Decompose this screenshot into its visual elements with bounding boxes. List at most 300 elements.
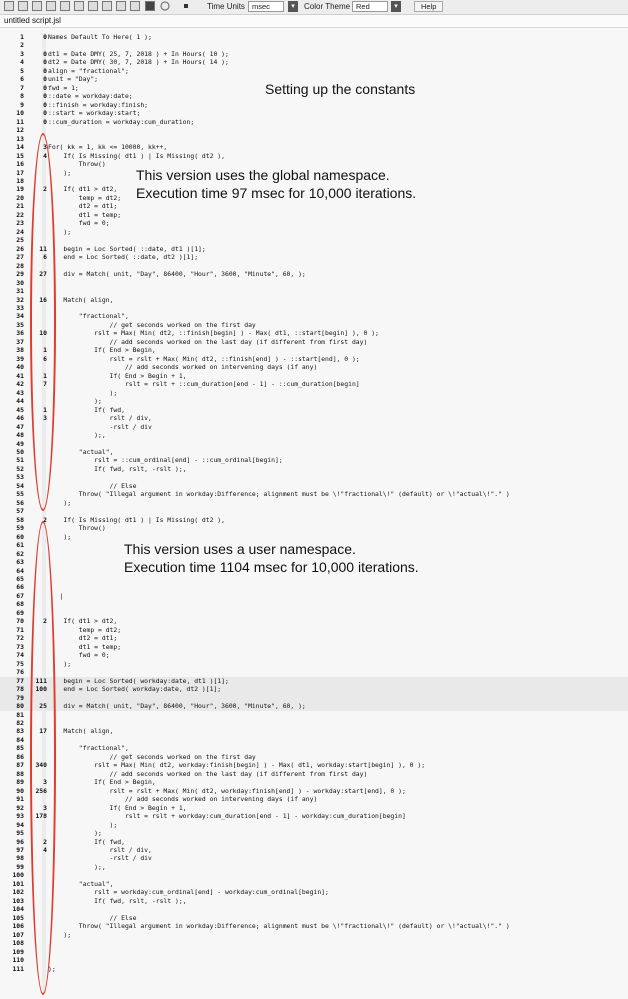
code-text: ::start = workday:start; (48, 109, 141, 118)
code-line[interactable] (0, 355, 628, 363)
code-line[interactable] (0, 753, 628, 761)
line-number: 37 (16, 337, 24, 346)
line-number: 95 (16, 829, 24, 838)
code-line[interactable] (0, 202, 628, 210)
code-line[interactable] (0, 770, 628, 778)
code-line[interactable] (0, 685, 628, 693)
code-text: dt1 = temp; (48, 642, 122, 651)
execution-count: 2 (43, 617, 47, 626)
annotation-global-namespace: This version uses the global namespace. (136, 167, 390, 183)
line-number: 28 (16, 261, 24, 270)
code-line[interactable] (0, 600, 628, 608)
line-number: 76 (16, 668, 24, 677)
code-text: "fractional", (48, 312, 129, 321)
code-text: temp = dt2; (48, 625, 122, 634)
annotation-user-time: Execution time 1104 msec for 10,000 iterations. (124, 559, 419, 575)
code-text: If( dt1 > dt2, (48, 617, 118, 626)
code-text: rslt = Max( Min( dt2, workday:finish[begin] ) - Max( dt1, workday:start[begin] ), 0 ); (48, 761, 426, 770)
line-number: 63 (16, 558, 24, 567)
line-number: 83 (16, 727, 24, 736)
color-theme-dropdown-icon[interactable]: ▾ (391, 1, 401, 12)
code-line[interactable] (0, 33, 628, 41)
code-line[interactable] (0, 67, 628, 75)
code-line[interactable] (0, 804, 628, 812)
toolbar-icon-10[interactable] (130, 1, 140, 11)
code-line[interactable] (0, 440, 628, 448)
code-line[interactable] (0, 101, 628, 109)
execution-count: 0 (43, 92, 47, 101)
code-line[interactable] (0, 329, 628, 337)
code-text: For( kk = 1, kk <= 10000, kk++, (48, 143, 168, 152)
annotation-global-time: Execution time 97 msec for 10,000 iterations. (136, 185, 417, 201)
line-number: 25 (16, 236, 24, 245)
code-line[interactable] (0, 41, 628, 49)
code-line[interactable] (0, 888, 628, 896)
code-text: ); (48, 532, 72, 541)
line-number: 65 (16, 575, 24, 583)
code-line[interactable] (0, 931, 628, 939)
line-number: 56 (16, 498, 24, 507)
code-text: ); (48, 930, 72, 939)
line-number: 1 (20, 33, 24, 41)
line-number: 100 (12, 871, 24, 880)
toolbar-icon-3[interactable] (32, 1, 42, 11)
code-line[interactable] (0, 617, 628, 625)
toolbar-icon-1[interactable] (4, 1, 14, 11)
code-text: dt2 = dt1; (48, 202, 118, 211)
code-line[interactable] (0, 965, 628, 973)
line-number: 18 (16, 176, 24, 185)
line-number: 27 (16, 253, 24, 262)
code-text: begin = Loc Sorted( ::date, dt1 )[1]; (48, 244, 206, 253)
code-line[interactable] (0, 736, 628, 744)
code-text: dt2 = dt1; (48, 634, 118, 643)
code-line[interactable] (0, 643, 628, 651)
line-number: 8 (20, 92, 24, 101)
line-number: 86 (16, 752, 24, 761)
code-line[interactable] (0, 109, 628, 117)
execution-count: 1 (43, 346, 47, 355)
line-number: 88 (16, 769, 24, 778)
code-text: Match( align, (48, 727, 114, 736)
toolbar-icon-7[interactable] (88, 1, 98, 11)
code-line[interactable] (0, 253, 628, 261)
tab-strip (0, 15, 628, 28)
line-number: 5 (20, 66, 24, 75)
code-text: Names Default To Here( 1 ); (48, 33, 152, 41)
line-number: 50 (16, 447, 24, 456)
code-line[interactable] (0, 948, 628, 956)
code-text: rslt = rslt + workday:cum_duration[end - 1] - workday:cum_duration[begin] (48, 812, 406, 821)
line-number: 46 (16, 414, 24, 423)
code-text: Match( align, (48, 295, 114, 304)
code-line[interactable] (0, 956, 628, 964)
refresh-icon[interactable] (159, 0, 171, 11)
line-number: 13 (16, 134, 24, 143)
line-number: 108 (12, 939, 24, 948)
execution-count: 3 (43, 803, 47, 812)
execution-count: 25 (39, 702, 47, 711)
code-text: -rslt / div (48, 854, 152, 863)
code-line[interactable] (0, 118, 628, 126)
code-line[interactable] (0, 626, 628, 634)
code-line[interactable] (0, 236, 628, 244)
code-line[interactable] (0, 914, 628, 922)
code-text: If( fwd, rslt, -rslt );, (48, 896, 187, 905)
line-number: 19 (16, 185, 24, 194)
line-number: 104 (12, 905, 24, 914)
execution-count: 0 (43, 117, 47, 126)
code-text: ::cum_duration = workday:cum_duration; (48, 117, 195, 126)
code-line[interactable] (0, 524, 628, 532)
code-line[interactable] (0, 262, 628, 270)
code-line[interactable] (0, 448, 628, 456)
code-text: Throw( "Illegal argument in workday:Difference; alignment must be \!"fractional\!" (default) or \!"actual\!"." ) (48, 490, 510, 499)
tab-script-file[interactable]: untitled script.jsl (4, 16, 61, 25)
code-line[interactable] (0, 380, 628, 388)
line-number: 87 (16, 761, 24, 770)
execution-count: 2 (43, 515, 47, 524)
save-icon[interactable] (145, 1, 155, 11)
code-line[interactable] (0, 516, 628, 524)
line-number: 41 (16, 371, 24, 380)
line-number: 12 (16, 126, 24, 135)
toolbar-icon-4[interactable] (46, 1, 56, 11)
code-line[interactable] (0, 575, 628, 583)
execution-count: 3 (43, 143, 47, 152)
code-line[interactable] (0, 922, 628, 930)
code-text: If( End > Begin + 1, (48, 803, 187, 812)
code-line[interactable] (0, 312, 628, 320)
code-text: temp = dt2; (48, 193, 122, 202)
code-line[interactable] (0, 795, 628, 803)
execution-count: 0 (43, 75, 47, 84)
time-units-label: Time Units (207, 2, 245, 11)
line-number: 97 (16, 846, 24, 854)
line-number: 70 (16, 617, 24, 626)
code-text: If( Is Missing( dt1 ) | Is Missing( dt2 ), (48, 151, 225, 160)
code-line[interactable] (0, 58, 628, 66)
code-text: fwd = 0; (48, 219, 110, 228)
execution-count: 3 (43, 414, 47, 423)
line-number: 15 (16, 151, 24, 160)
code-line[interactable] (0, 871, 628, 879)
line-number: 21 (16, 202, 24, 211)
code-line[interactable] (0, 490, 628, 498)
line-number: 35 (16, 320, 24, 329)
code-line[interactable] (0, 499, 628, 507)
line-number: 71 (16, 625, 24, 634)
code-text: // add seconds worked on intervening days (if any) (48, 795, 318, 804)
line-number: 98 (16, 854, 24, 863)
execution-count: 0 (43, 49, 47, 58)
code-text: end = Loc Sorted( workday:date, dt2 )[1]; (48, 685, 222, 694)
code-line[interactable] (0, 245, 628, 253)
code-text: "actual", (48, 879, 114, 888)
help-button[interactable]: Help (414, 1, 443, 12)
line-number: 16 (16, 160, 24, 169)
code-line[interactable] (0, 744, 628, 752)
code-line[interactable] (0, 778, 628, 786)
code-text: Throw() (48, 160, 106, 169)
code-line[interactable] (0, 135, 628, 143)
line-number: 31 (16, 287, 24, 296)
code-line[interactable] (0, 287, 628, 295)
execution-count: 100 (35, 685, 47, 694)
code-line[interactable] (0, 668, 628, 676)
execution-count: 3 (43, 778, 47, 787)
line-number: 34 (16, 312, 24, 321)
code-text: div = Match( unit, "Day", 86400, "Hour", 3600, "Minute", 60, ); (48, 270, 306, 279)
code-line[interactable] (0, 414, 628, 422)
code-line[interactable] (0, 279, 628, 287)
code-line[interactable] (0, 270, 628, 278)
code-line[interactable] (0, 821, 628, 829)
line-number: 22 (16, 210, 24, 219)
toolbar-icon-5[interactable] (60, 1, 70, 11)
line-number: 99 (16, 862, 24, 871)
code-line[interactable] (0, 609, 628, 617)
code-text: rslt = ::cum_ordinal[end] - ::cum_ordinal[begin]; (48, 456, 283, 465)
line-number: 38 (16, 346, 24, 355)
code-text: dt1 = temp; (48, 210, 122, 219)
code-text: rslt / div, (48, 846, 152, 854)
code-line[interactable] (0, 846, 628, 854)
code-text: If( dt1 > dt2, (48, 185, 118, 194)
code-line[interactable] (0, 296, 628, 304)
code-line[interactable] (0, 126, 628, 134)
code-line[interactable] (0, 711, 628, 719)
code-text: // add seconds worked on the last day (if different from first day) (48, 337, 368, 346)
code-line[interactable] (0, 727, 628, 735)
code-text: ); (48, 964, 56, 973)
line-number: 2 (20, 41, 24, 50)
line-number: 90 (16, 786, 24, 795)
code-line[interactable] (0, 838, 628, 846)
time-units-select[interactable]: msec (248, 1, 284, 12)
toolbar-icon-9[interactable] (116, 1, 126, 11)
line-number: 69 (16, 608, 24, 617)
line-number: 4 (20, 58, 24, 67)
code-text: dt2 = Date DMY( 30, 7, 2018 ) + In Hours( 14 ); (48, 58, 229, 67)
code-line[interactable] (0, 583, 628, 591)
code-line[interactable] (0, 592, 628, 600)
code-line[interactable] (0, 863, 628, 871)
code-text: ); (48, 388, 118, 397)
execution-count: 0 (43, 83, 47, 92)
execution-count: 4 (43, 151, 47, 160)
code-line[interactable] (0, 304, 628, 312)
code-text: // Else (48, 481, 137, 490)
line-number: 73 (16, 642, 24, 651)
code-line[interactable] (0, 719, 628, 727)
line-number: 54 (16, 481, 24, 490)
line-number: 23 (16, 219, 24, 228)
line-number: 92 (16, 803, 24, 812)
line-number: 96 (16, 837, 24, 846)
code-line[interactable] (0, 880, 628, 888)
code-line[interactable] (0, 702, 628, 710)
line-number: 51 (16, 456, 24, 465)
annotation-user-namespace: This version uses a user namespace. (124, 541, 356, 557)
code-line[interactable] (0, 389, 628, 397)
code-text: "actual", (48, 447, 114, 456)
code-line[interactable] (0, 787, 628, 795)
code-text: rslt = rslt + Max( Min( dt2, ::finish[end] ) - ::start[end], 0 ); (48, 354, 360, 363)
code-line[interactable] (0, 228, 628, 236)
execution-count: 27 (39, 270, 47, 279)
line-number: 109 (12, 947, 24, 956)
line-number: 91 (16, 795, 24, 804)
code-text: fwd = 0; (48, 651, 110, 660)
code-line[interactable] (0, 829, 628, 837)
code-line[interactable] (0, 431, 628, 439)
code-line[interactable] (0, 854, 628, 862)
line-number: 17 (16, 168, 24, 177)
line-number: 82 (16, 718, 24, 727)
code-line[interactable] (0, 651, 628, 659)
line-number: 6 (20, 75, 24, 84)
line-number: 29 (16, 270, 24, 279)
toolbar-icon-6[interactable] (74, 1, 84, 11)
code-line[interactable] (0, 939, 628, 947)
code-line[interactable] (0, 321, 628, 329)
line-number: 43 (16, 388, 24, 397)
line-number: 36 (16, 329, 24, 338)
code-text: Throw() (48, 524, 106, 533)
code-line[interactable] (0, 660, 628, 668)
code-line[interactable] (0, 761, 628, 769)
code-line[interactable] (0, 423, 628, 431)
code-line[interactable] (0, 406, 628, 414)
execution-count: 256 (35, 786, 47, 795)
line-number: 107 (12, 930, 24, 939)
code-text: );, (48, 431, 106, 440)
line-number: 79 (16, 693, 24, 702)
line-number: 75 (16, 659, 24, 668)
code-text: // get seconds worked on the first day (48, 752, 256, 761)
toolbar-icon-8[interactable] (102, 1, 112, 11)
code-text: If( End > Begin, (48, 778, 156, 787)
line-number: 49 (16, 439, 24, 448)
code-line[interactable] (0, 694, 628, 702)
code-line[interactable] (0, 465, 628, 473)
code-line[interactable] (0, 812, 628, 820)
execution-count: 6 (43, 354, 47, 363)
code-text: "fractional", (48, 744, 129, 753)
code-text: Throw( "Illegal argument in workday:Difference; alignment must be \!"fractional\!" (default) or \!"actual\!"." ) (48, 922, 510, 931)
code-line[interactable] (0, 507, 628, 515)
code-line[interactable] (0, 482, 628, 490)
code-text: // add seconds worked on intervening days (if any) (48, 363, 318, 372)
code-line[interactable] (0, 897, 628, 905)
color-theme-select[interactable]: Red (352, 1, 388, 12)
execution-count: 0 (43, 58, 47, 67)
code-text: ); (48, 659, 72, 668)
line-number: 3 (20, 49, 24, 58)
line-number: 102 (12, 888, 24, 897)
code-line[interactable] (0, 677, 628, 685)
line-number: 61 (16, 541, 24, 550)
code-text: rslt = rslt + ::cum_duration[end - 1] - ::cum_duration[begin] (48, 380, 360, 389)
execution-count: 6 (43, 253, 47, 262)
line-number: 72 (16, 634, 24, 643)
execution-count: 1 (43, 371, 47, 380)
line-number: 14 (16, 143, 24, 152)
line-number: 45 (16, 405, 24, 414)
code-text: // add seconds worked on the last day (if different from first day) (48, 769, 368, 778)
line-number: 33 (16, 304, 24, 312)
line-number: 9 (20, 100, 24, 109)
time-units-dropdown-icon[interactable]: ▾ (288, 1, 298, 12)
execution-count: 4 (43, 846, 47, 854)
code-text: fwd = 1; (48, 83, 79, 92)
execution-count: 340 (35, 761, 47, 770)
code-line[interactable] (0, 143, 628, 151)
line-number: 59 (16, 524, 24, 533)
code-line[interactable] (0, 634, 628, 642)
line-number: 39 (16, 354, 24, 363)
line-number: 84 (16, 735, 24, 744)
code-line[interactable] (0, 456, 628, 464)
code-line[interactable] (0, 372, 628, 380)
code-text: rslt = Max( Min( dt2, ::finish[begin] ) - Max( dt1, ::start[begin] ), 0 ); (48, 329, 379, 338)
code-text: dt1 = Date DMY( 25, 7, 2018 ) + In Hours( 10 ); (48, 49, 229, 58)
code-text: If( End > Begin + 1, (48, 371, 187, 380)
code-line[interactable] (0, 473, 628, 481)
code-line[interactable] (0, 905, 628, 913)
line-number: 24 (16, 227, 24, 236)
line-number: 81 (16, 710, 24, 719)
code-text: If( Is Missing( dt1 ) | Is Missing( dt2 ), (48, 515, 225, 524)
line-number: 48 (16, 431, 24, 440)
line-number: 44 (16, 397, 24, 406)
toolbar-icon-2[interactable] (18, 1, 28, 11)
code-line[interactable] (0, 397, 628, 405)
execution-count: 0 (43, 33, 47, 41)
code-text: end = Loc Sorted( ::date, dt2 )[1]; (48, 253, 199, 262)
line-number: 103 (12, 896, 24, 905)
code-text: ); (48, 227, 72, 236)
code-text: If( End > Begin, (48, 346, 156, 355)
code-line[interactable] (0, 152, 628, 160)
color-theme-label: Color Theme (304, 2, 351, 11)
line-number: 32 (16, 295, 24, 304)
line-number: 89 (16, 778, 24, 787)
code-line[interactable] (0, 338, 628, 346)
line-number: 57 (16, 507, 24, 516)
square-bullet-icon (183, 1, 189, 12)
code-text: If( fwd, rslt, -rslt );, (48, 464, 187, 473)
line-number: 85 (16, 744, 24, 753)
execution-count: 17 (39, 727, 47, 736)
line-number: 20 (16, 193, 24, 202)
code-line[interactable] (0, 346, 628, 354)
code-line[interactable] (0, 50, 628, 58)
code-text: ::finish = workday:finish; (48, 100, 149, 109)
code-line[interactable] (0, 363, 628, 371)
line-number: 67 (16, 591, 24, 600)
line-number: 77 (16, 676, 24, 685)
code-line[interactable] (0, 211, 628, 219)
code-text: ); (48, 397, 102, 406)
line-number: 68 (16, 600, 24, 609)
line-number: 110 (12, 956, 24, 965)
code-text: ); (48, 168, 72, 177)
line-number: 7 (20, 83, 24, 92)
code-line[interactable] (0, 219, 628, 227)
code-text: // get seconds worked on the first day (48, 320, 256, 329)
